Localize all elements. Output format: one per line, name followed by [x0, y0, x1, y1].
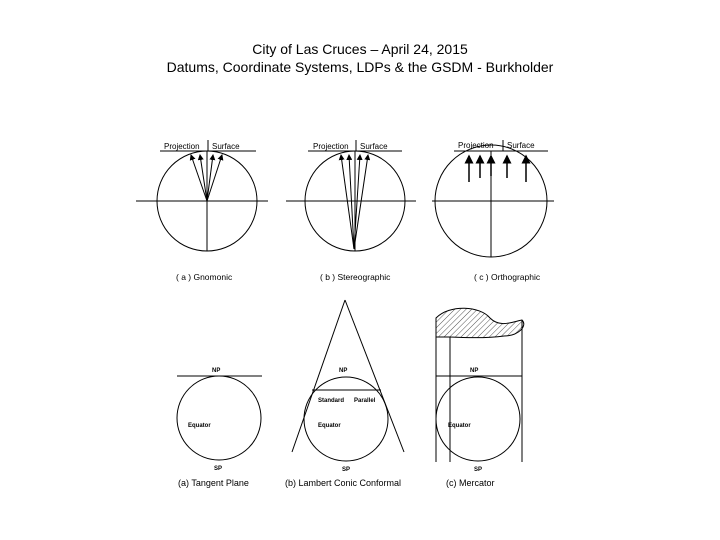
- mercator-np-label: NP: [470, 368, 479, 374]
- tangent-plane-panel: [177, 368, 262, 488]
- title-line-2: Datums, Coordinate Systems, LDPs & the GSDM - Burkholder: [166, 59, 554, 75]
- tangent-plane-sp-label: SP: [214, 466, 223, 472]
- lambert-sp-label: SP: [342, 467, 351, 473]
- tangent-plane-equator-label: Equator: [188, 423, 211, 429]
- stereographic-panel: [286, 140, 416, 282]
- orthographic-projection-label: Projection: [458, 141, 494, 150]
- gnomonic-caption: ( a ) Gnomonic: [176, 272, 233, 282]
- mercator-caption: (c) Mercator: [446, 478, 495, 488]
- lambert-cone-right-edge: [345, 300, 404, 452]
- gnomonic-panel: [136, 140, 268, 282]
- tangent-plane-caption: (a) Tangent Plane: [178, 478, 249, 488]
- title-line-1: City of Las Cruces – April 24, 2015: [252, 41, 468, 57]
- lambert-conic-panel: [285, 300, 404, 488]
- orthographic-panel: [432, 140, 554, 282]
- lambert-np-label: NP: [339, 368, 348, 374]
- mercator-sp-label: SP: [474, 467, 483, 473]
- lambert-parallel-label: Parallel: [354, 398, 376, 404]
- lambert-standard-label: Standard: [318, 398, 345, 404]
- lambert-cone-left-edge: [292, 300, 348, 452]
- mercator-globe: [436, 377, 520, 461]
- stereographic-projection-label: Projection: [313, 142, 349, 151]
- gnomonic-projection-label: Projection: [164, 142, 200, 151]
- orthographic-caption: ( c ) Orthographic: [474, 272, 541, 282]
- lambert-equator-label: Equator: [318, 423, 341, 429]
- stereographic-surface-label: Surface: [360, 142, 388, 151]
- mercator-panel: [436, 308, 524, 488]
- tangent-plane-np-label: NP: [212, 368, 221, 374]
- tangent-plane-globe: [177, 376, 261, 460]
- stereographic-caption: ( b ) Stereographic: [320, 272, 391, 282]
- orthographic-rays: [469, 156, 526, 182]
- mercator-equator-label: Equator: [448, 423, 471, 429]
- gnomonic-surface-label: Surface: [212, 142, 240, 151]
- mercator-hatched-landmass: [436, 308, 524, 337]
- lambert-caption: (b) Lambert Conic Conformal: [285, 478, 402, 488]
- orthographic-surface-label: Surface: [507, 141, 535, 150]
